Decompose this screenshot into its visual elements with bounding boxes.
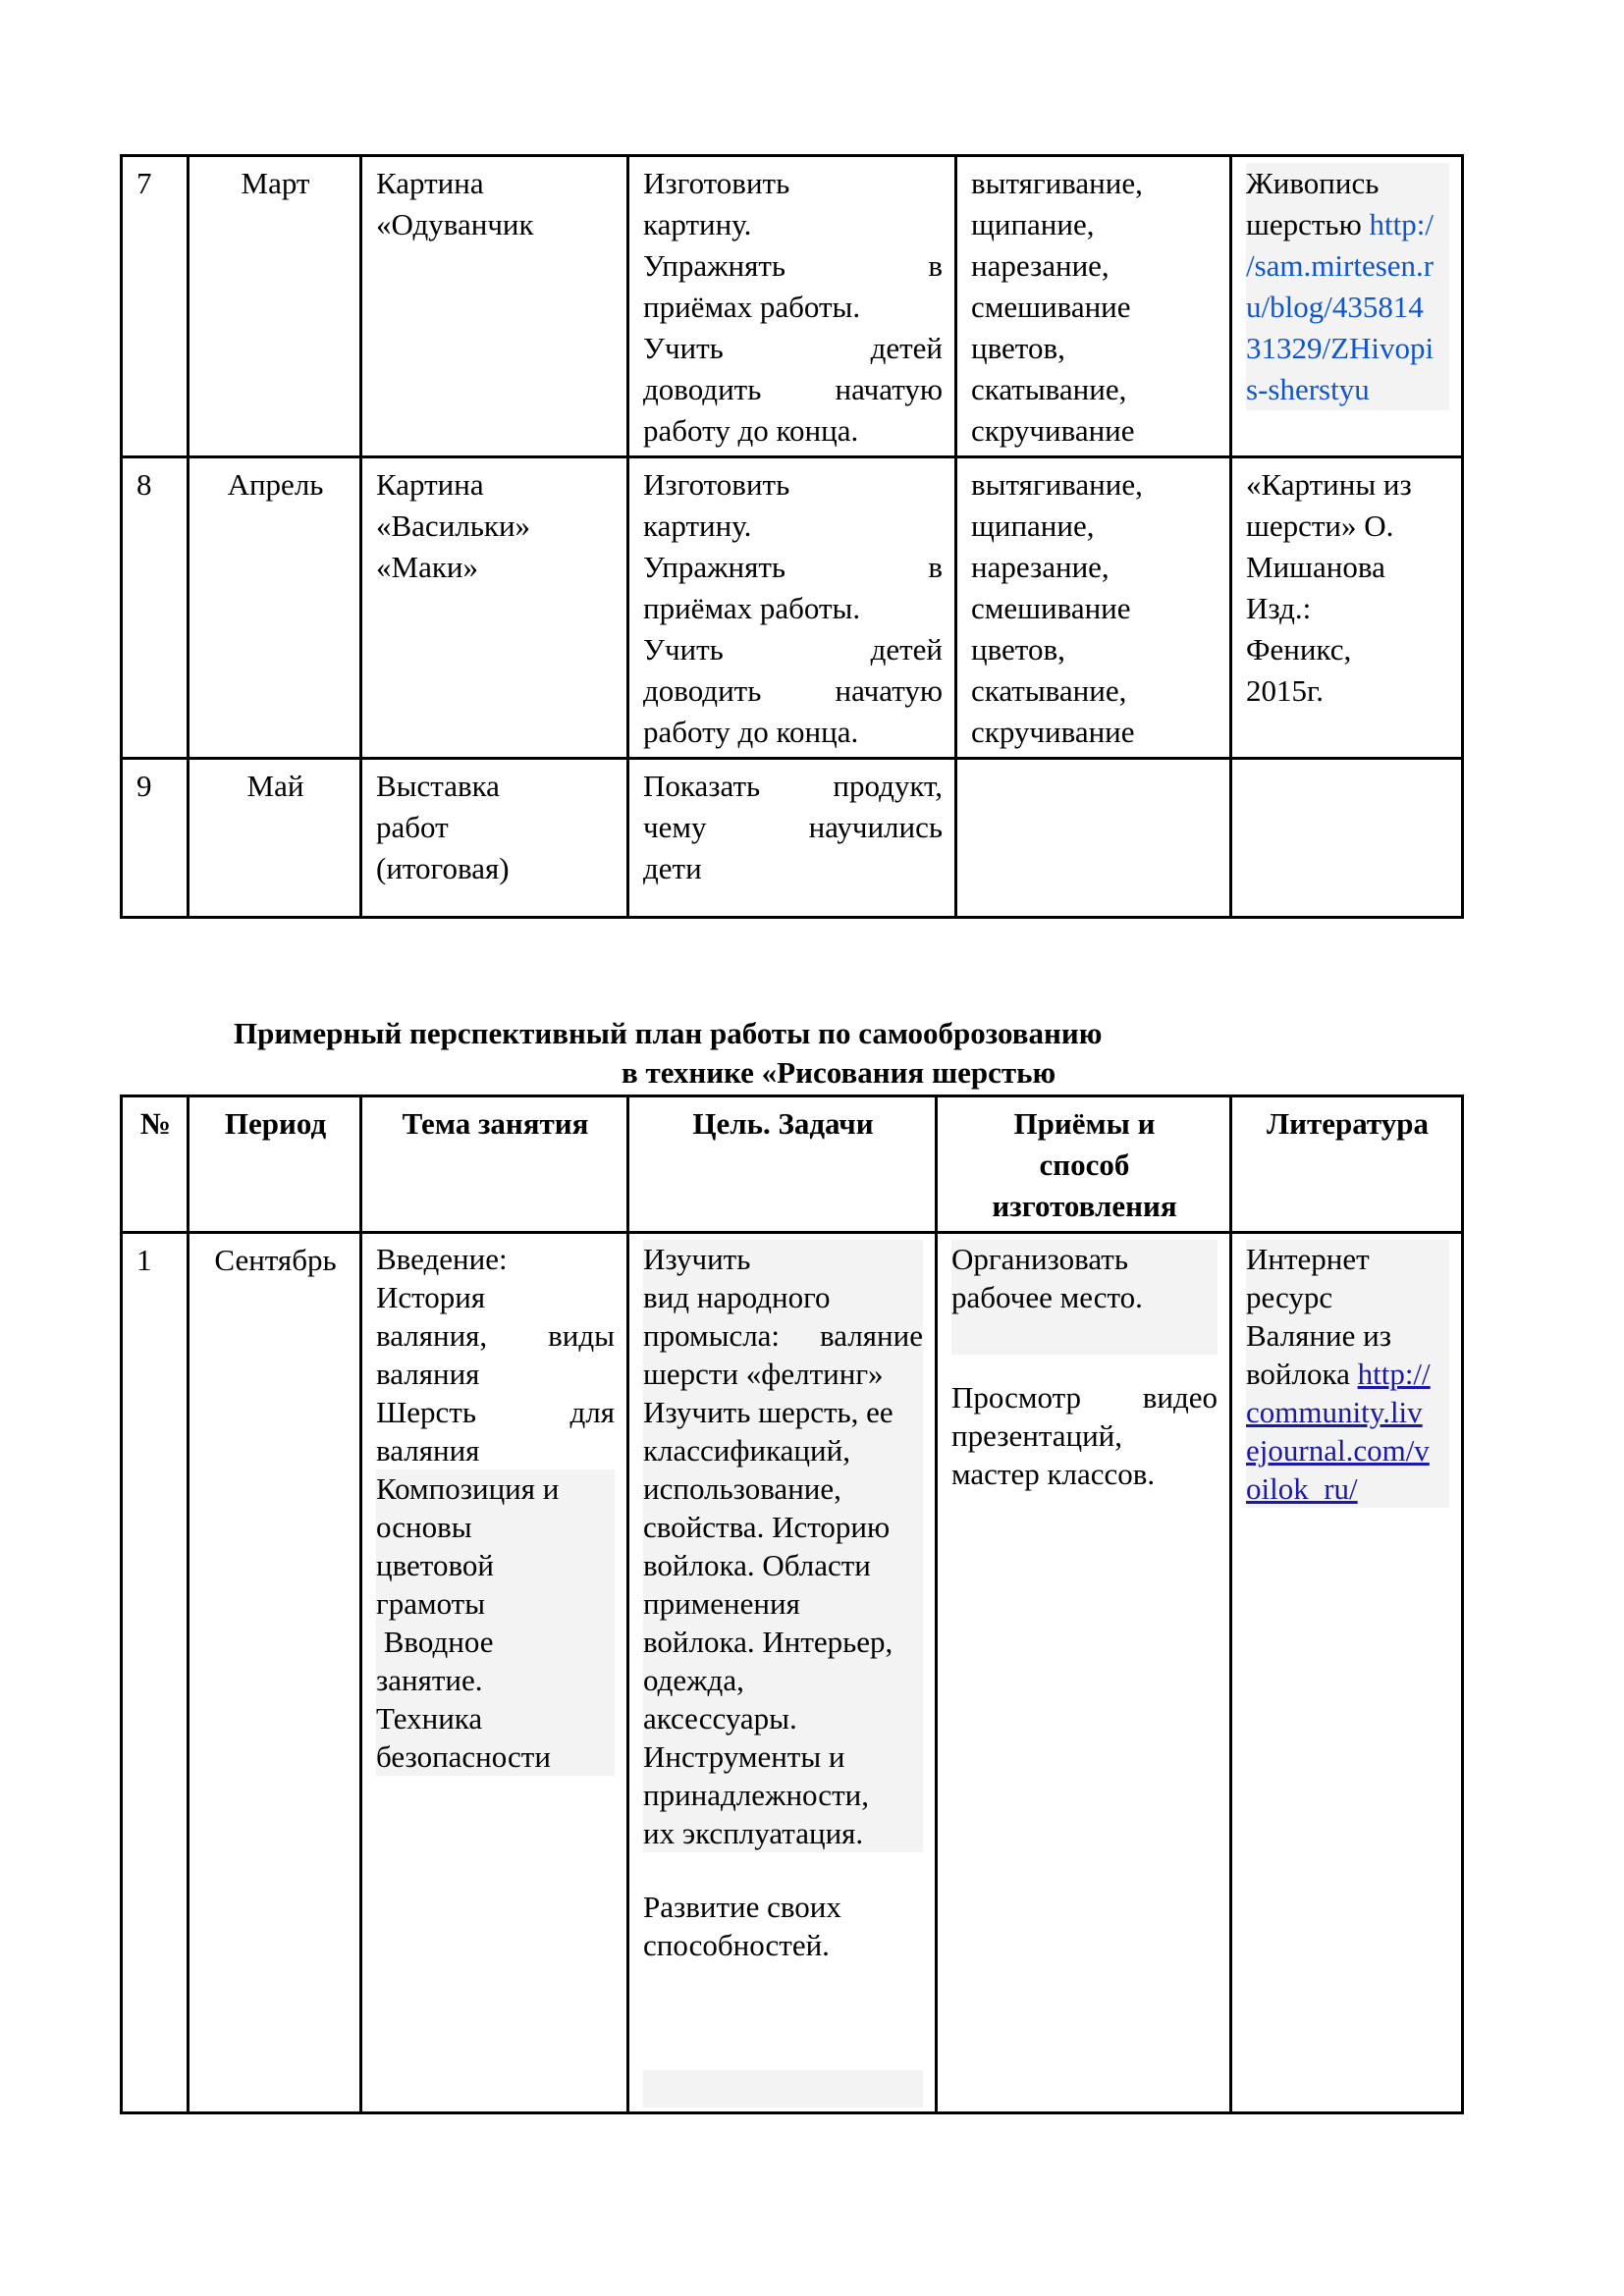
goal-block-intro: Изучить вид народного промысла: валяние шерсти «фелтинг» (643, 1242, 923, 1391)
row-number: 7 (122, 156, 189, 457)
topic-cell: Картина «Одуванчик (361, 156, 628, 457)
topic-cell: Введение: История валяния, виды валяния Шерсть для валяния Композиция и основы цветовой грамоты Вводное занятие. Техника безопасности (361, 1233, 628, 2113)
literature-text: Живопись шерстью http:/ /sam.mirtesen.r u/blog/435814 31329/ZHivopi s-sherstyu (1246, 163, 1449, 410)
header-method: Приёмы и способ изготовления (937, 1096, 1231, 1233)
period-cell: Сентябрь (189, 1233, 361, 2113)
table-row (122, 457, 1463, 759)
techniques-cell: вытягивание, щипание, нарезание, смешивание цветов, скатывание, скручивание (956, 457, 1231, 759)
topic-cell: Выставка работ (итоговая) (361, 759, 628, 918)
goal-cell: Изучить вид народного промысла: валяние шерсти «фелтинг» Изучить шерсть, ее классификаций, использование, свойства. Историю войлока. Области применения войлока. Интерьер, одежда, аксессуары. Инструменты и принадлежности, их эксплуатация. Развитие своих способностей. (628, 1233, 937, 2113)
literature-text: Интернет ресурс Валяние из войлока http:// community.liv ejournal.com/v oilok_ru/ (1246, 1240, 1449, 1508)
literature-cell: «Картины из шерсти» О. Мишанова Изд.: Феникс, 2015г. (1231, 457, 1463, 759)
goal-cell: Изготовить картину. Упражнять в приёмах работы. Учить детей доводить начатую работу до конца. (628, 156, 956, 457)
techniques-cell: вытягивание, щипание, нарезание, смешивание цветов, скатывание, скручивание (956, 156, 1231, 457)
table-row (122, 759, 1463, 918)
method-cell: Организовать рабочее место. Просмотр видео презентаций, мастер классов. (937, 1233, 1231, 2113)
literature-link-part[interactable]: u/blog/435814 (1246, 290, 1424, 324)
header-goal: Цель. Задачи (628, 1096, 937, 1233)
header-period: Период (189, 1096, 361, 1233)
table-header-row (122, 1096, 1463, 1233)
literature-link[interactable]: http:/ (1369, 207, 1434, 241)
literature-link-part[interactable]: s-sherstyu (1246, 372, 1370, 406)
blank-shaded-area (643, 2070, 923, 2108)
literature-link-part[interactable]: /sam.mirtesen.r (1246, 248, 1435, 283)
literature-link[interactable]: http:// (1357, 1357, 1431, 1391)
row-number: 1 (122, 1233, 189, 2113)
section-title: Примерный перспективный план работы по самооброзованию (234, 1016, 1103, 1050)
header-literature: Литература (1231, 1096, 1463, 1233)
literature-cell (1231, 759, 1463, 918)
topic-block: Композиция и основы цветовой грамоты Вводное занятие. Техника безопасности (376, 1469, 615, 1776)
row-number: 9 (122, 759, 189, 918)
literature-link-part[interactable]: oilok_ru/ (1246, 1471, 1358, 1506)
literature-link-part[interactable]: ejournal.com/v (1246, 1433, 1430, 1468)
table-row (122, 1233, 1463, 2113)
month-cell: Апрель (189, 457, 361, 759)
month-cell: Март (189, 156, 361, 457)
header-topic: Тема занятия (361, 1096, 628, 1233)
techniques-cell (956, 759, 1231, 918)
header-number: № (122, 1096, 189, 1233)
goal-cell: Показать продукт, чему научились дети (628, 759, 956, 918)
month-cell: Май (189, 759, 361, 918)
section-subtitle: в технике «Рисования шерстью (622, 1055, 1056, 1090)
literature-cell (1231, 156, 1463, 457)
table-row (122, 156, 1463, 457)
row-number: 8 (122, 457, 189, 759)
literature-link-part[interactable]: community.liv (1246, 1395, 1423, 1429)
literature-cell (1231, 1233, 1463, 2113)
lesson-plan-table (120, 1095, 1464, 2114)
goal-cell: Изготовить картину. Упражнять в приёмах работы. Учить детей доводить начатую работу до конца. (628, 457, 956, 759)
lesson-plan-table-continued (120, 154, 1464, 919)
topic-cell: Картина «Васильки» «Маки» (361, 457, 628, 759)
goal-block-details: Изучить шерсть, ее классификаций, использование, свойства. Историю войлока. Области применения войлока. Интерьер, одежда, аксессуары. Инструменты и принадлежности, их эксплуатация. (643, 1393, 923, 1852)
literature-link-part[interactable]: 31329/ZHivopi (1246, 331, 1435, 365)
method-block: Организовать рабочее место. (951, 1240, 1218, 1355)
